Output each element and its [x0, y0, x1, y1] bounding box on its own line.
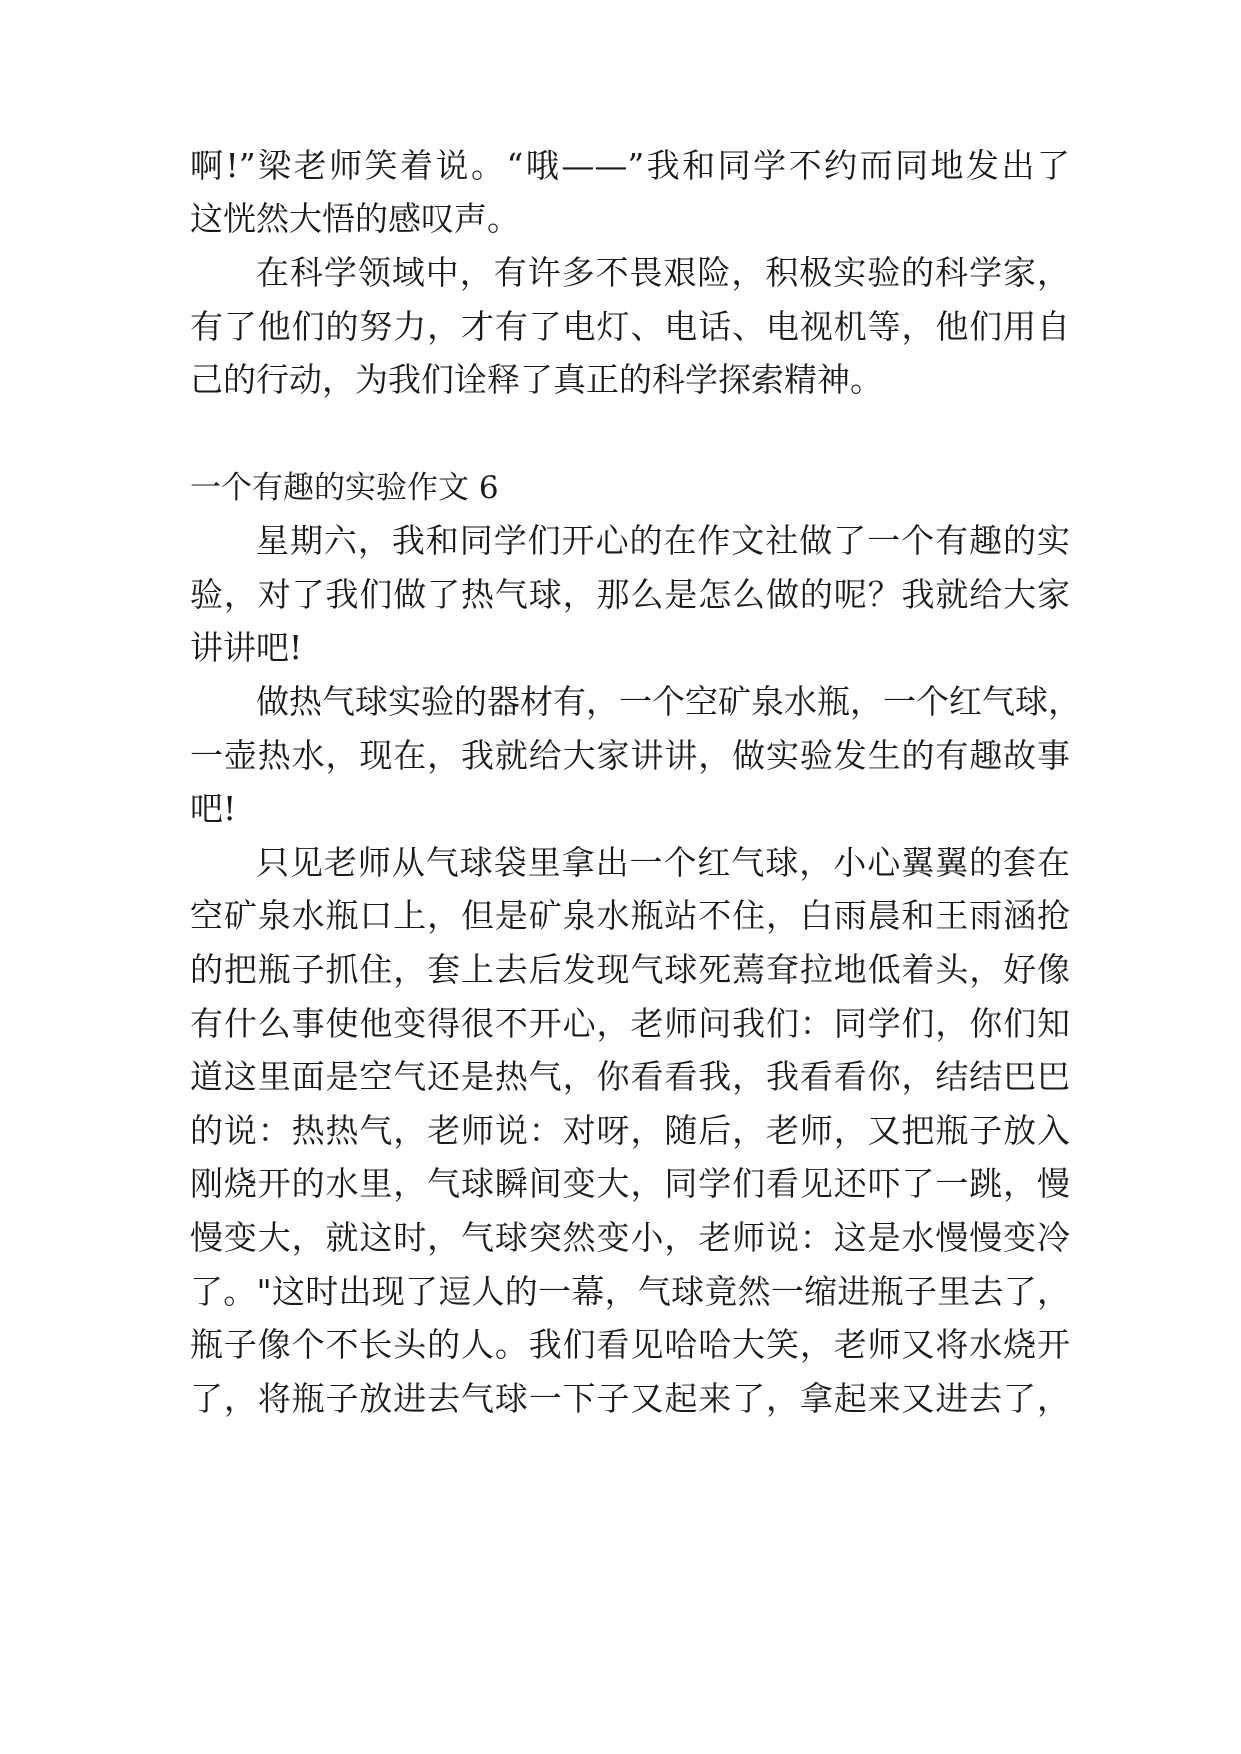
text-line: 有了他们的努力，才有了电灯、电话、电视机等，他们用自: [190, 307, 1070, 346]
text-line: 讲讲吧!: [190, 628, 303, 667]
text-line: 这恍然大悟的感叹声。: [190, 199, 520, 238]
text-line: 只见老师从气球袋里拿出一个红气球，小心翼翼的套在: [256, 843, 1070, 882]
text-line: 做热气球实验的器材有，一个空矿泉水瓶，一个红气球，: [256, 682, 1081, 721]
text-line: 的把瓶子抓住，套上去后发现气球死蔫耷拉地低着头，好像: [190, 950, 1070, 989]
text-line: 己的行动，为我们诠释了真正的科学探索精神。: [190, 360, 883, 399]
text-line: 有什么事使他变得很不开心，老师问我们：同学们，你们知: [190, 1004, 1070, 1043]
text-line: 空矿泉水瓶口上，但是矿泉水瓶站不住，白雨晨和王雨涵抢: [190, 896, 1070, 935]
text-line: 刚烧开的水里，气球瞬间变大，同学们看见还吓了一跳，慢: [190, 1164, 1070, 1203]
text-line: 了。"这时出现了逗人的一幕，气球竟然一缩进瓶子里去了，: [190, 1272, 1070, 1311]
text-line: 在科学领域中，有许多不畏艰险，积极实验的科学家，: [256, 253, 1070, 292]
text-line: 道这里面是空气还是热气，你看看我，我看看你，结结巴巴: [190, 1057, 1070, 1096]
section-heading: 一个有趣的实验作文 6: [190, 470, 499, 506]
text-line: 验，对了我们做了热气球，那么是怎么做的呢？我就给大家: [190, 575, 1070, 614]
text-line: 啊!”梁老师笑着说。“哦——”我和同学不约而同地发出了: [190, 146, 1070, 185]
text-line: 一壶热水，现在，我就给大家讲讲，做实验发生的有趣故事: [190, 736, 1070, 775]
text-line: 瓶子像个不长头的人。我们看见哈哈大笑，老师又将水烧开: [190, 1325, 1070, 1364]
text-line: 星期六，我和同学们开心的在作文社做了一个有趣的实: [256, 521, 1070, 560]
text-line: 了，将瓶子放进去气球一下子又起来了，拿起来又进去了，: [190, 1379, 1070, 1418]
text-line: 吧!: [190, 789, 237, 828]
text-line: 的说：热热气，老师说：对呀，随后，老师，又把瓶子放入: [190, 1111, 1070, 1150]
text-line: 慢变大，就这时，气球突然变小，老师说：这是水慢慢变冷: [190, 1218, 1070, 1257]
